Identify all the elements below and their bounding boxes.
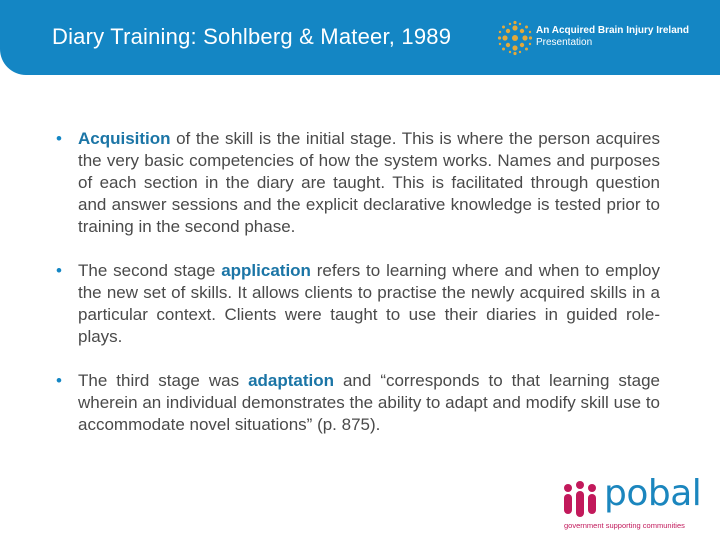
slide-title: Diary Training: Sohlberg & Mateer, 1989: [52, 24, 452, 49]
bullet-acquisition: [56, 128, 660, 238]
keyword-application: application: [221, 261, 311, 280]
bullet-prefix: The second stage: [78, 261, 222, 280]
pobal-wordmark: pobal: [604, 473, 702, 514]
bullet-adaptation: [56, 370, 660, 436]
bullet-application: [56, 260, 660, 348]
pobal-tagline: government supporting communities: [564, 521, 685, 530]
keyword-acquisition: Acquisition: [78, 129, 171, 148]
abi-ireland-logo-text: [536, 25, 689, 49]
bullet-text: refers to learning where and when to employ the new set of skills. It allows clients to practise the newly acquired skills in a particular context. Clients were taught to use their diaries in guided role-plays.: [78, 261, 660, 346]
bullet-marker: •: [56, 261, 62, 280]
bullet-marker: •: [56, 129, 62, 148]
bullet-text: and “corresponds to that learning stage wherein an individual demonstrates the ability to adapt and modify skill use to accommodate novel situations” (p. 875).: [78, 371, 660, 434]
bullet-prefix: The third stage was: [78, 371, 249, 390]
bullet-marker: •: [56, 371, 62, 390]
slide-body: [56, 128, 660, 458]
keyword-adaptation: adaptation: [248, 371, 335, 390]
abi-ireland-logo-icon: [496, 20, 534, 56]
pobal-logo-icon: [560, 480, 600, 518]
abi-logo-line1: An Acquired Brain Injury Ireland: [536, 25, 689, 36]
bullet-text: of the skill is the initial stage. This is where the person acquires the very basic competencies of how the system works. Names and purposes of each section in the diary are taught. This is facilitated through question and answer sessions and the explicit declarative knowledge is tested prior to training in the second phase.: [78, 129, 660, 236]
abi-logo-line2: Presentation: [536, 37, 593, 48]
